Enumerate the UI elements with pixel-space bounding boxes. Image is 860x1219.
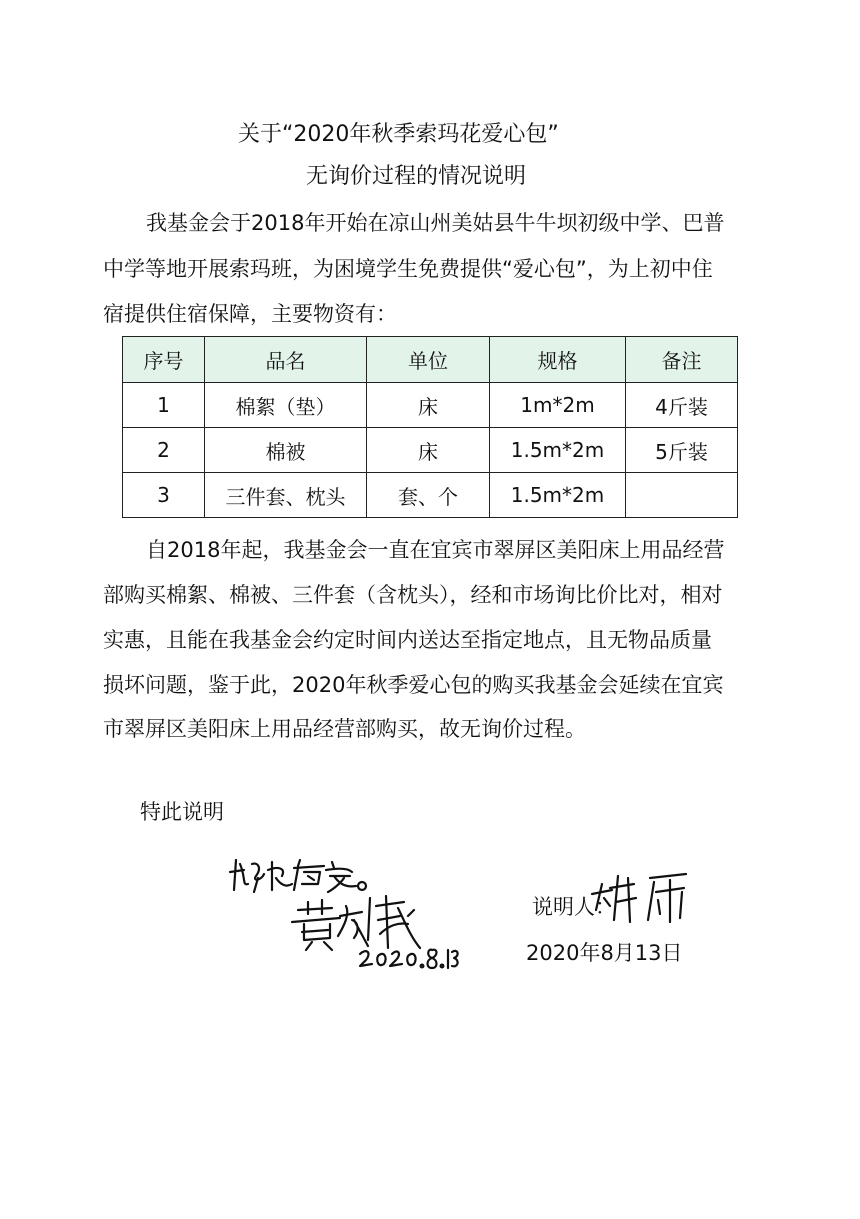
- body-line-4: 损坏问题，鉴于此，2020年秋季爱心包的购买我基金会延续在宜宾: [103, 673, 724, 697]
- header-spec: 规格: [490, 337, 626, 383]
- cell-unit: 床: [367, 428, 490, 473]
- body-line-2: 部购买棉絮、棉被、三件套（含枕头），经和市场询比价比对，相对: [103, 583, 723, 607]
- cell-spec: 1.5m*2m: [490, 473, 626, 518]
- cell-index: 2: [123, 428, 205, 473]
- cell-item-name: 棉絮（垫）: [205, 383, 367, 428]
- closing-text: 特此说明: [140, 800, 224, 824]
- document-date: 2020年8月13日: [526, 941, 683, 965]
- table-row: [123, 383, 738, 428]
- cell-item-name: 三件套、枕头: [205, 473, 367, 518]
- cell-unit: 套、个: [367, 473, 490, 518]
- cell-index: 1: [123, 383, 205, 428]
- cell-spec: 1m*2m: [490, 383, 626, 428]
- handwritten-signer-signature: [590, 870, 700, 930]
- document-title-line-1: 关于“2020年秋季索玛花爱心包”: [238, 122, 559, 147]
- handwritten-verification-signature: [228, 850, 458, 970]
- table-header-row: [123, 337, 738, 383]
- cell-unit: 床: [367, 383, 490, 428]
- cell-index: 3: [123, 473, 205, 518]
- cell-spec: 1.5m*2m: [490, 428, 626, 473]
- document-title-line-2: 无询价过程的情况说明: [306, 164, 527, 189]
- intro-line-3: 宿提供住宿保障，主要物资有：: [103, 302, 397, 326]
- materials-table: [122, 336, 738, 518]
- cell-remark: [626, 473, 738, 518]
- header-unit: 单位: [367, 337, 490, 383]
- signer-label: 说明人：: [532, 895, 616, 919]
- header-remark: 备注: [626, 337, 738, 383]
- cell-item-name: 棉被: [205, 428, 367, 473]
- header-item-name: 品名: [205, 337, 367, 383]
- header-index: 序号: [123, 337, 205, 383]
- cell-remark: 5斤装: [626, 428, 738, 473]
- body-line-3: 实惠，且能在我基金会约定时间内送达至指定地点，且无物品质量: [103, 628, 712, 652]
- body-line-5: 市翠屏区美阳床上用品经营部购买，故无询价过程。: [103, 717, 586, 741]
- intro-line-2: 中学等地开展索玛班，为困境学生免费提供“爱心包”，为上初中住: [103, 257, 713, 281]
- table-row: [123, 428, 738, 473]
- cell-remark: 4斤装: [626, 383, 738, 428]
- table-row: [123, 473, 738, 518]
- intro-line-1: 我基金会于2018年开始在凉山州美姑县牛牛坝初级中学、巴普: [146, 211, 725, 235]
- body-line-1: 自2018年起，我基金会一直在宜宾市翠屏区美阳床上用品经营: [146, 538, 725, 562]
